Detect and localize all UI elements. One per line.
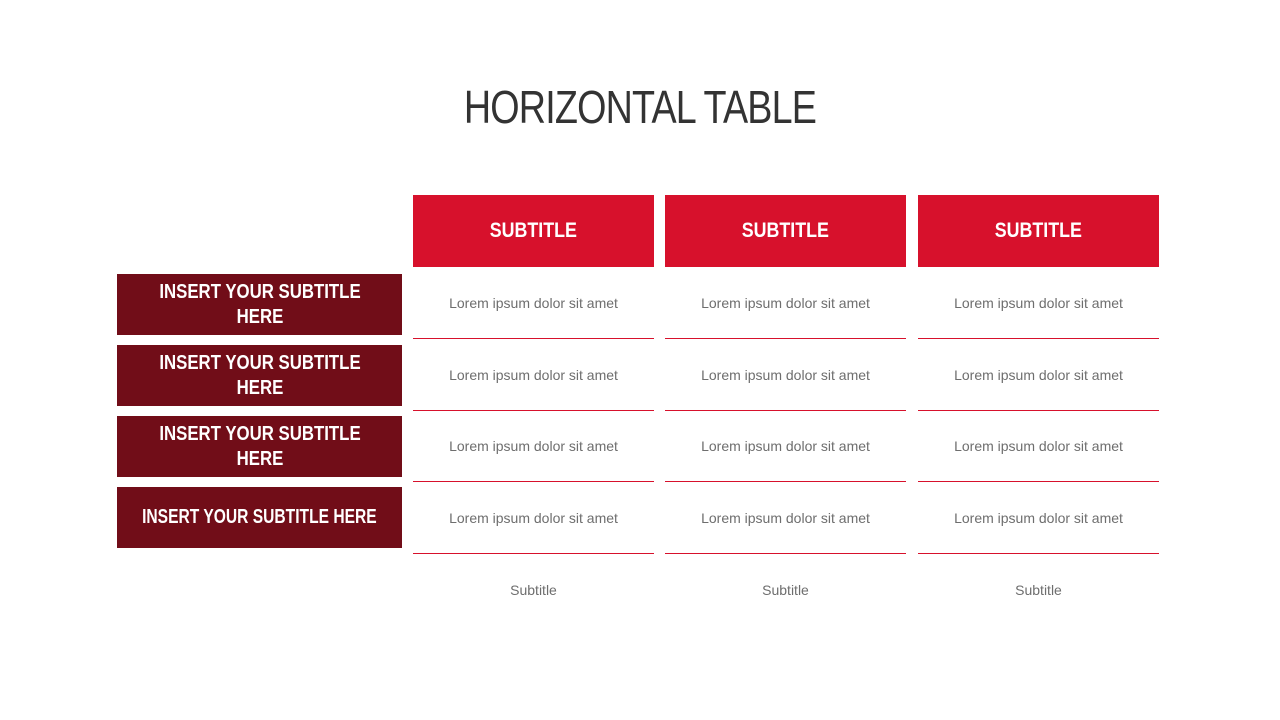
row-header-1	[117, 274, 402, 335]
column-footer-2: Subtitle	[762, 582, 809, 598]
column-footer-3: Subtitle	[1015, 582, 1062, 598]
table-cell: Lorem ipsum dolor sit amet	[918, 340, 1159, 411]
table-cell: Lorem ipsum dolor sit amet	[918, 268, 1159, 339]
table-cell: Lorem ipsum dolor sit amet	[413, 483, 654, 554]
row-header-label: INSERT YOUR SUBTITLE HERE	[158, 422, 361, 470]
row-header-label: INSERT YOUR SUBTITLE HERE	[142, 506, 377, 528]
row-header-3	[117, 416, 402, 477]
column-footer-1: Subtitle	[510, 582, 557, 598]
column-header-label: SUBTITLE	[994, 219, 1083, 242]
row-header-label: INSERT YOUR SUBTITLE HERE	[158, 351, 361, 399]
table-cell: Lorem ipsum dolor sit amet	[918, 483, 1159, 554]
column-header-label: SUBTITLE	[489, 219, 578, 242]
table-cell: Lorem ipsum dolor sit amet	[918, 411, 1159, 482]
table-cell: Lorem ipsum dolor sit amet	[413, 411, 654, 482]
table-cell: Lorem ipsum dolor sit amet	[665, 411, 906, 482]
row-header-2	[117, 345, 402, 406]
table-cell: Lorem ipsum dolor sit amet	[665, 268, 906, 339]
row-header-4	[117, 487, 402, 548]
column-header-2	[665, 195, 906, 267]
table-cell: Lorem ipsum dolor sit amet	[413, 268, 654, 339]
column-header-label: SUBTITLE	[741, 219, 830, 242]
page-title: HORIZONTAL TABLE	[463, 81, 817, 133]
table-cell: Lorem ipsum dolor sit amet	[413, 340, 654, 411]
row-header-label: INSERT YOUR SUBTITLE HERE	[158, 280, 361, 328]
table-cell: Lorem ipsum dolor sit amet	[665, 340, 906, 411]
column-header-3	[918, 195, 1159, 267]
column-header-1	[413, 195, 654, 267]
table-cell: Lorem ipsum dolor sit amet	[665, 483, 906, 554]
